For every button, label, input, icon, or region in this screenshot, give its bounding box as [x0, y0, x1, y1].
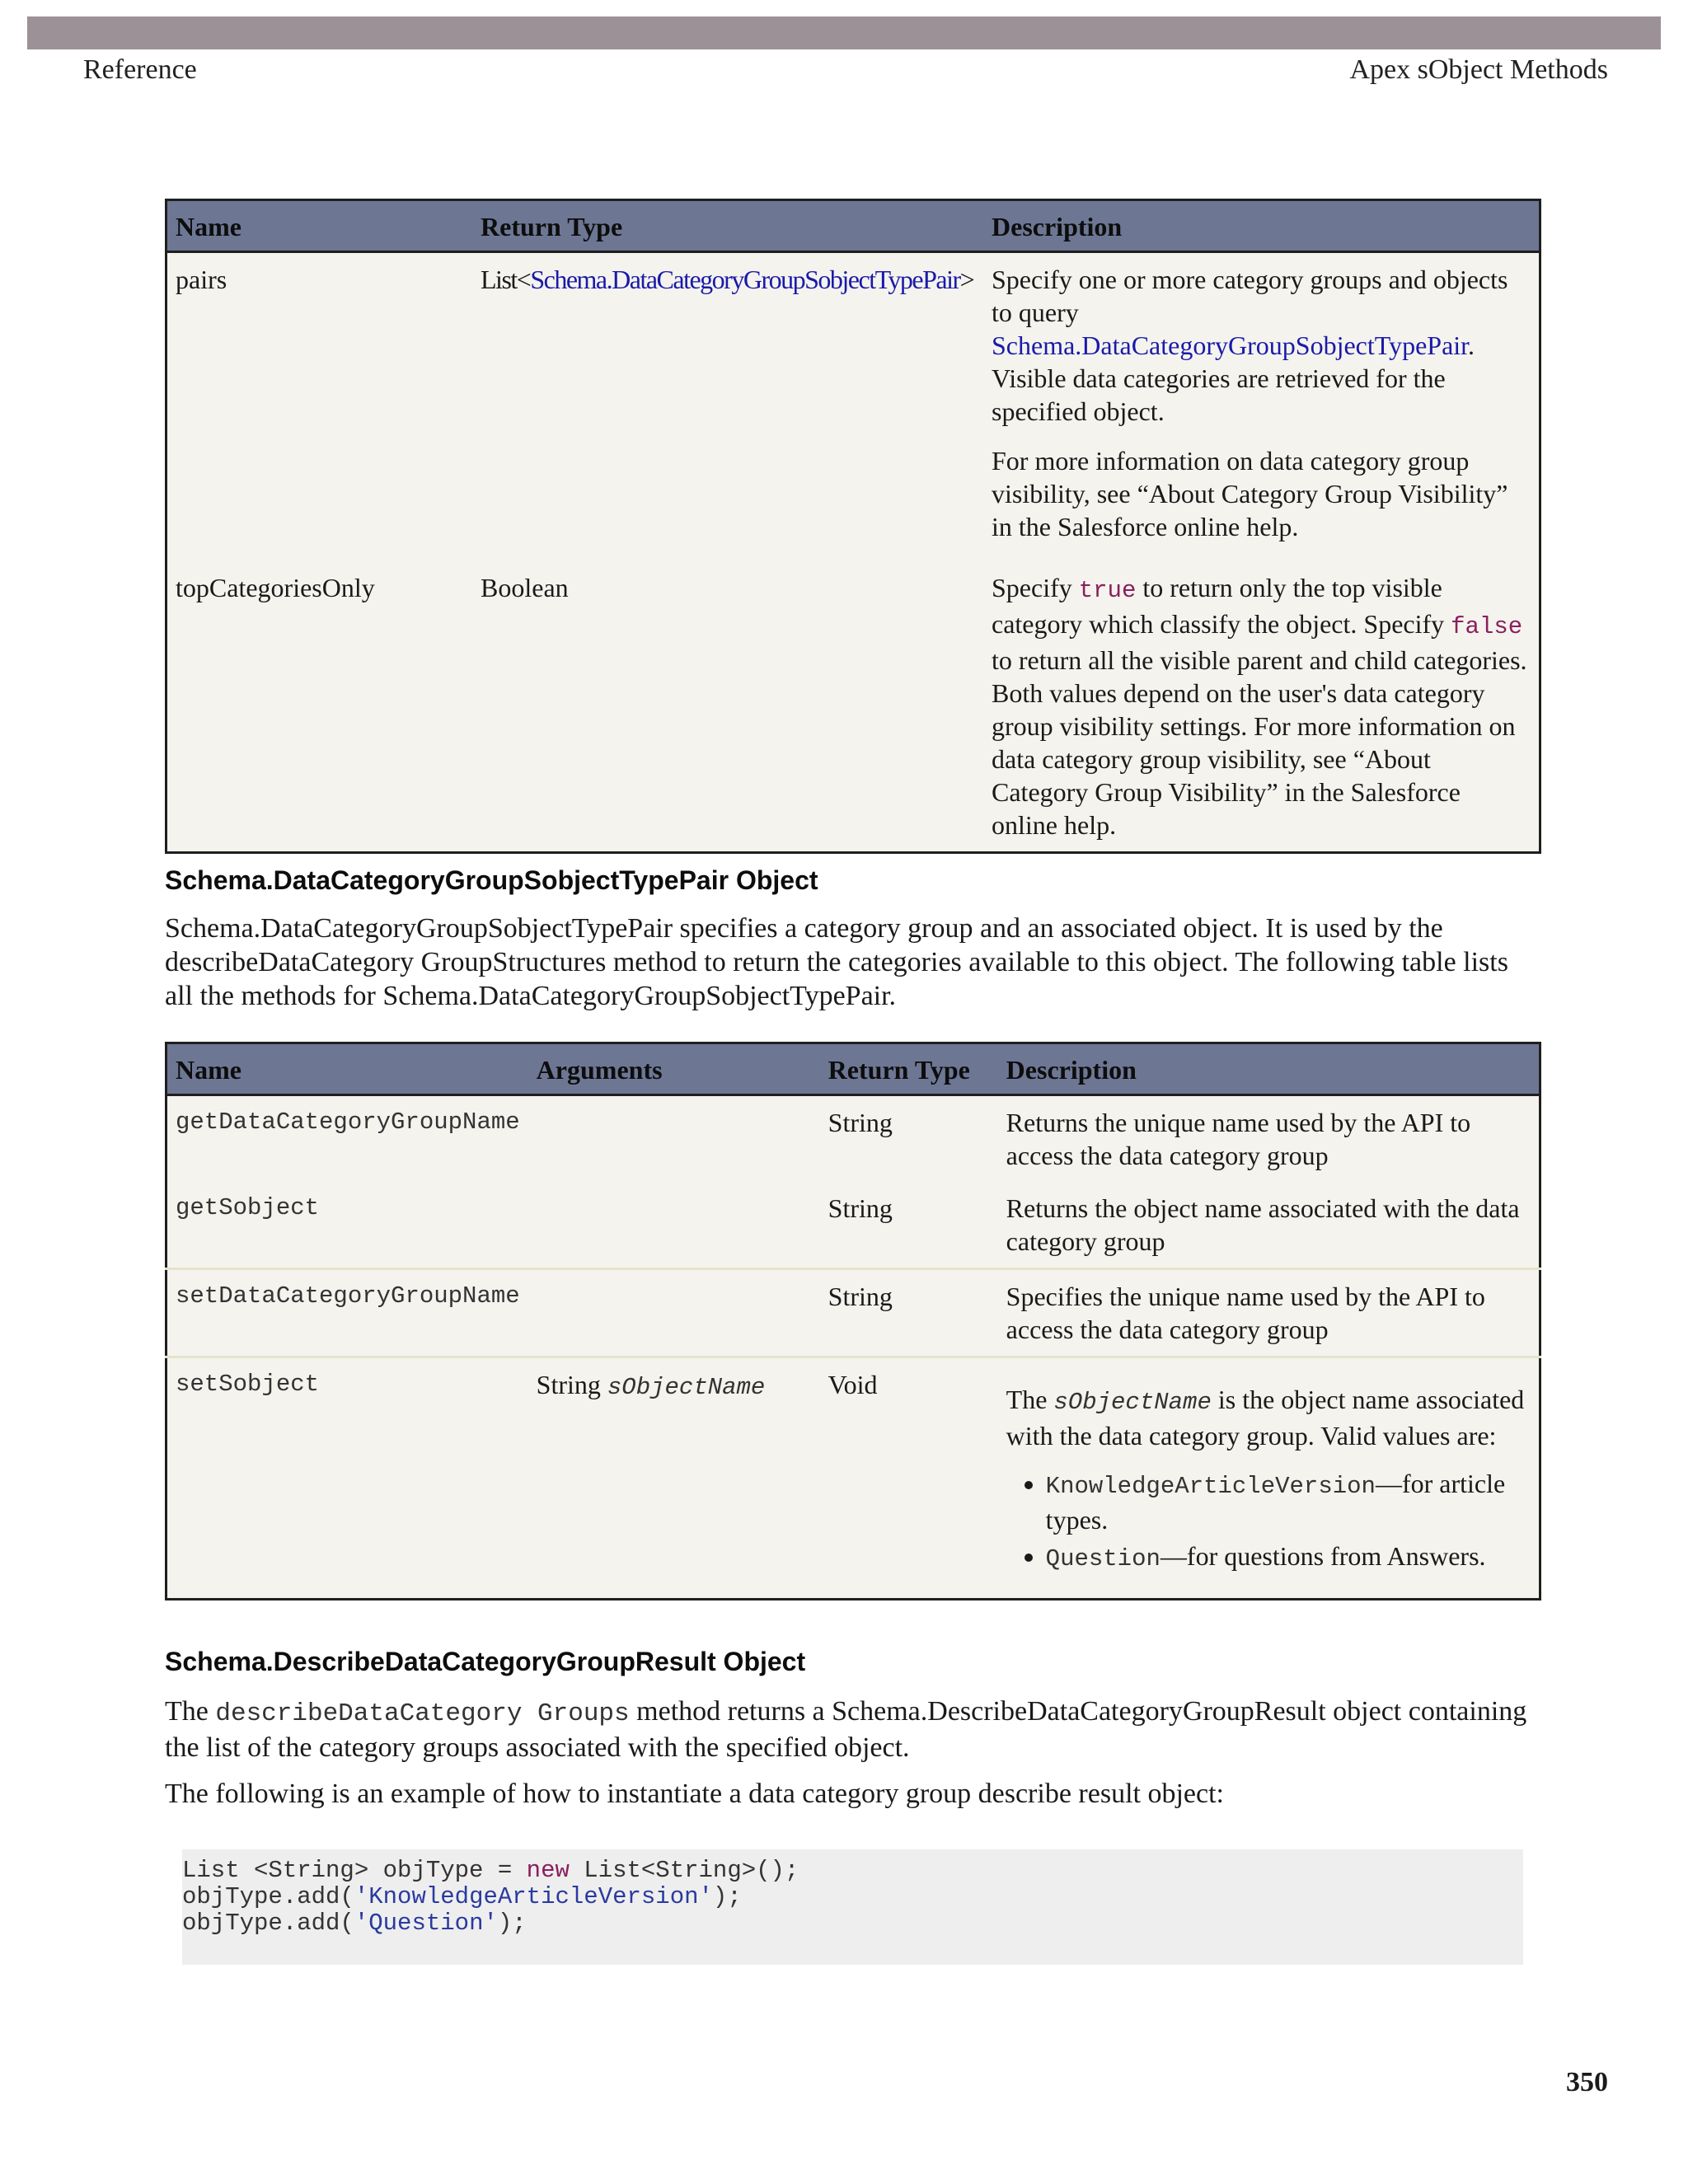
- paragraph-text: method returns a Schema.DescribeDataCategoryGroupResult object containing the list of the category groups associated with the specified object.: [165, 1696, 1527, 1763]
- code-term: KnowledgeArticleVersion: [1045, 1473, 1376, 1500]
- method-arguments: [528, 1269, 820, 1357]
- type-link[interactable]: Schema.DataCategoryGroupSobjectTypePair: [992, 330, 1469, 360]
- table-header-row: [166, 1043, 1540, 1095]
- param-return-type: [472, 252, 983, 561]
- list-item-text: —for questions from Answers.: [1160, 1541, 1486, 1571]
- methods-table: [165, 1042, 1541, 1601]
- valid-values-list: [1006, 1467, 1531, 1576]
- argument-type: String: [536, 1370, 607, 1399]
- code-term: describeDataCategory Groups: [215, 1699, 630, 1728]
- description-text: is the object name associated with the data category group. Valid values are:: [1006, 1385, 1525, 1451]
- code-text: objType.add(: [182, 1883, 354, 1910]
- table-row: [166, 1269, 1540, 1357]
- method-name: setSobject: [166, 1357, 528, 1600]
- method-description: [998, 1357, 1540, 1600]
- column-header: Name: [166, 1043, 528, 1095]
- column-header: Return Type: [472, 200, 983, 252]
- description-paragraph: [1006, 1383, 1531, 1452]
- type-link[interactable]: Schema.DataCategoryGroupSobjectTypePair: [530, 265, 960, 294]
- page-number: 350: [1566, 2067, 1608, 2097]
- param-name: pairs: [176, 265, 227, 294]
- list-item-text: —for article types.: [1045, 1469, 1506, 1535]
- table-row: [166, 1182, 1540, 1269]
- code-text: );: [712, 1883, 742, 1910]
- method-description: Specifies the unique name used by the API to access the data category group: [998, 1269, 1540, 1357]
- table-header-row: [166, 200, 1540, 252]
- method-return-type: Void: [820, 1357, 998, 1600]
- description-text: to return only the top visible category which classify the object. Specify: [992, 572, 1451, 639]
- section-heading: Schema.DescribeDataCategoryGroupResult Object: [165, 1647, 806, 1676]
- section-intro: Schema.DataCategoryGroupSobjectTypePair specifies a category group and an associated object. It is used by the describeDataCategory GroupStructures method to return the categories available to this object. The following table lists all the methods for Schema.DataCategoryGroupSobjectTypePair.: [165, 913, 1508, 1011]
- running-header-right: Apex sObject Methods: [1349, 54, 1608, 85]
- description-text: Specify: [992, 572, 1079, 602]
- method-arguments: [528, 1095, 820, 1183]
- parameters-table: [165, 199, 1541, 854]
- table-row: [166, 1357, 1540, 1600]
- table-row: [166, 252, 1540, 561]
- description-text: Specify one or more category groups and objects to query: [992, 265, 1508, 327]
- return-type-suffix: >: [959, 265, 974, 294]
- code-line: [182, 1910, 1523, 1937]
- list-item: [1046, 1540, 1531, 1576]
- column-header: Name: [166, 200, 473, 252]
- param-name: topCategoriesOnly: [176, 572, 375, 602]
- top-color-bar: [27, 16, 1661, 49]
- description-paragraph: [992, 263, 1531, 428]
- code-keyword: false: [1451, 612, 1523, 640]
- method-description: Returns the unique name used by the API to access the data category group: [1006, 1108, 1471, 1170]
- code-term: sObjectName: [1053, 1389, 1212, 1416]
- description-text: . Visible data categories are retrieved for the specified object.: [992, 330, 1475, 426]
- section-paragraph: [165, 1694, 1541, 1765]
- code-text: objType.add(: [182, 1910, 354, 1937]
- description-text: to return all the visible parent and child categories. Both values depend on the user's data category group visibility settings. For more information on data category group visibility, see “About Category Group Visibility” in the Salesforce online help.: [992, 644, 1527, 840]
- param-return-type: Boolean: [481, 572, 569, 602]
- code-text: );: [497, 1910, 527, 1937]
- argument-name: sObjectName: [607, 1374, 766, 1401]
- running-header-left: Reference: [83, 54, 197, 85]
- list-item: [1046, 1467, 1531, 1536]
- code-line: [182, 1884, 1523, 1910]
- method-name: getSobject: [176, 1194, 320, 1221]
- method-return-type: String: [828, 1108, 893, 1137]
- method-name: getDataCategoryGroupName: [176, 1108, 520, 1136]
- code-example: [182, 1849, 1523, 1965]
- code-keyword: new: [526, 1857, 570, 1884]
- description-paragraph: For more information on data category group visibility, see “About Category Group Visibility” in the Salesforce online help.: [992, 446, 1508, 541]
- column-header: Return Type: [820, 1043, 998, 1095]
- method-arguments: [528, 1357, 820, 1600]
- code-text: List<String>();: [569, 1857, 799, 1884]
- method-return-type: String: [828, 1193, 893, 1223]
- param-description: [983, 561, 1540, 853]
- method-name: setDataCategoryGroupName: [166, 1269, 528, 1357]
- method-description: Returns the object name associated with the data category group: [1006, 1193, 1520, 1256]
- table-row: [166, 1095, 1540, 1183]
- return-type-prefix: List<: [481, 265, 531, 294]
- table-row: [166, 561, 1540, 853]
- column-header: Description: [983, 200, 1540, 252]
- param-description: [983, 252, 1540, 561]
- code-term: Question: [1045, 1545, 1160, 1572]
- section-paragraph: The following is an example of how to instantiate a data category group describe result object:: [165, 1779, 1224, 1809]
- code-keyword: true: [1078, 576, 1137, 604]
- paragraph-text: The: [165, 1696, 216, 1727]
- code-text: List <String> objType =: [182, 1857, 527, 1884]
- section-heading: Schema.DataCategoryGroupSobjectTypePair Object: [165, 865, 818, 895]
- method-return-type: String: [820, 1269, 998, 1357]
- column-header: Description: [998, 1043, 1540, 1095]
- code-line: [182, 1858, 1523, 1884]
- description-text: The: [1006, 1385, 1054, 1414]
- code-string: 'KnowledgeArticleVersion': [354, 1883, 713, 1910]
- code-string: 'Question': [354, 1910, 498, 1937]
- column-header: Arguments: [528, 1043, 820, 1095]
- method-arguments: [528, 1182, 820, 1269]
